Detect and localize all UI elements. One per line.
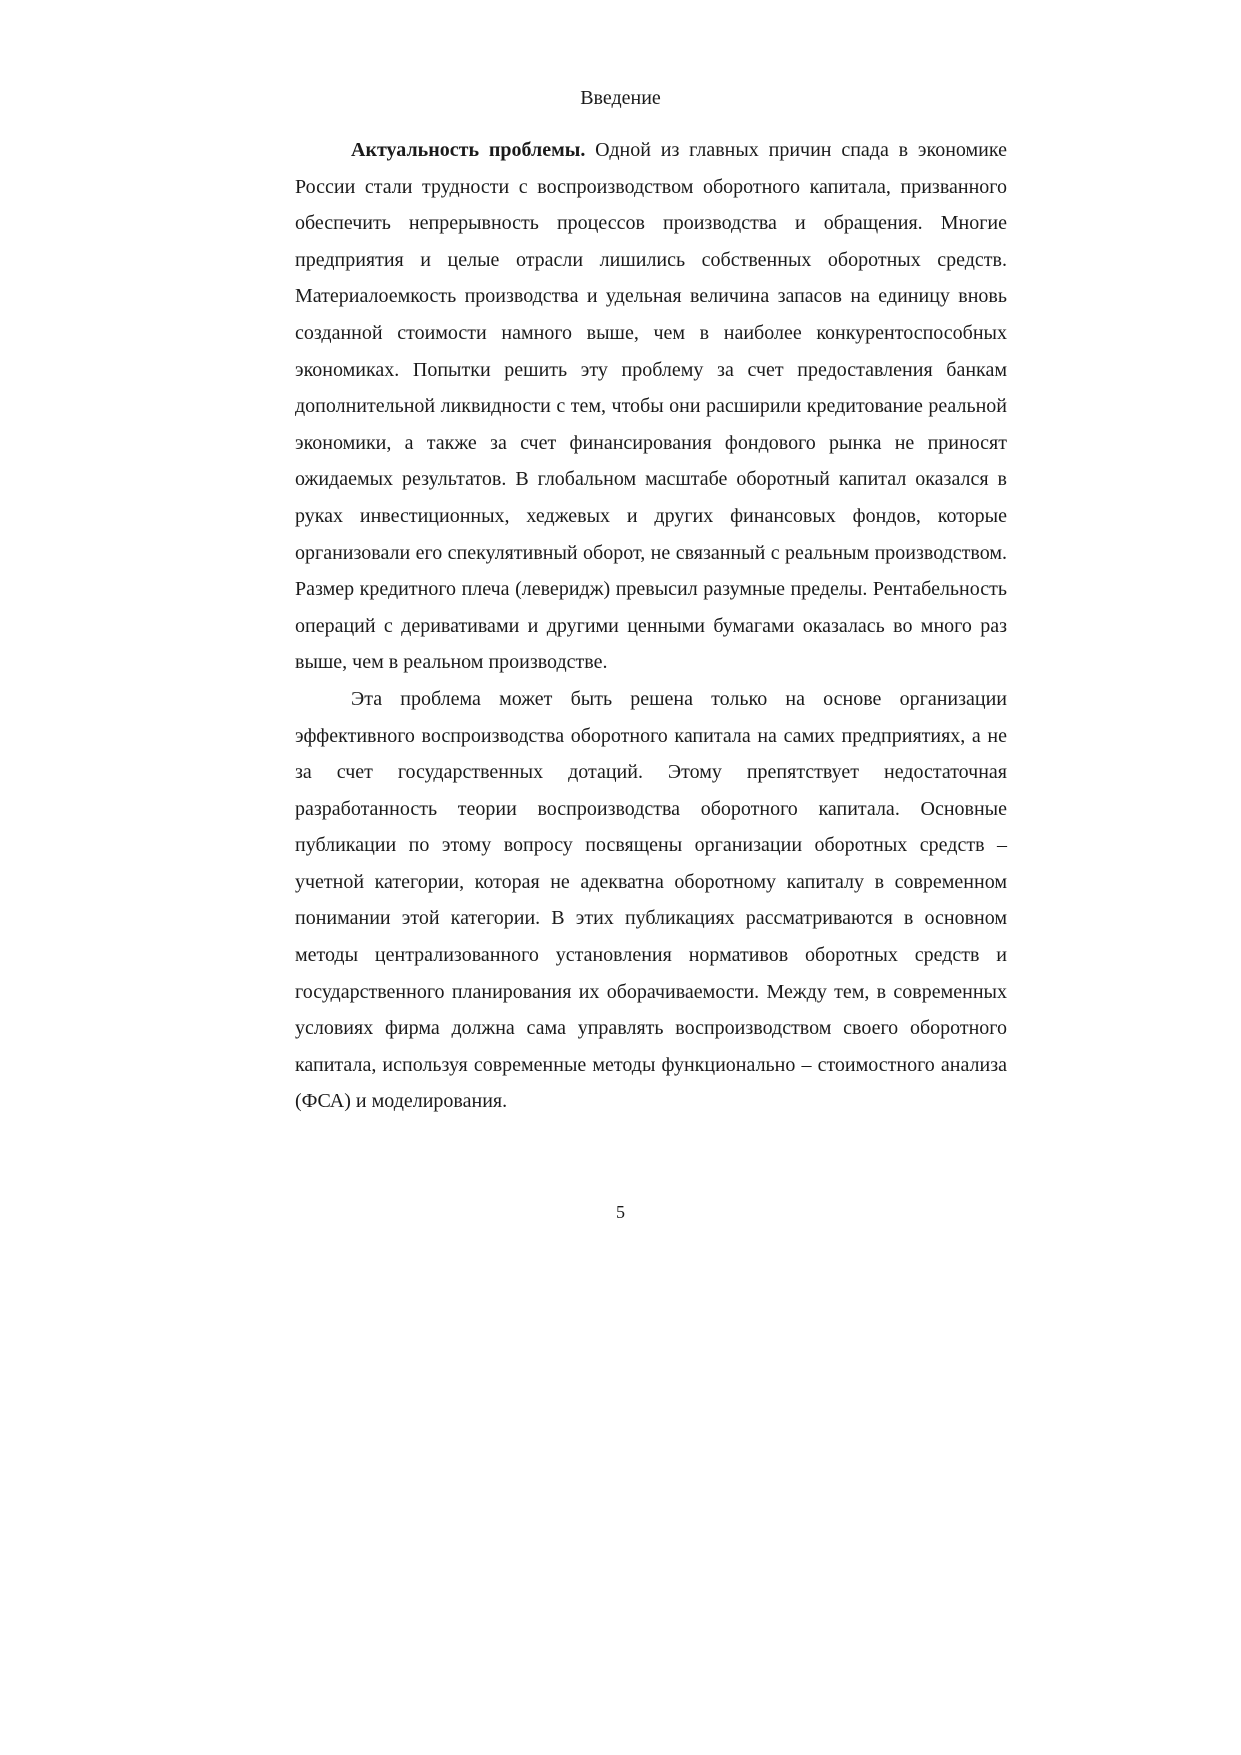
body-text <box>295 132 1007 1120</box>
paragraph-solution: Эта проблема может быть решена только на основе организации эффективного воспроизводства оборотного капитала на самих предприятиях, а не за счет государственных дотаций. Этому препятствует недостаточная разработанность теории воспроизводства оборотного капитала. Основные публикации по этому вопросу посвящены организации оборотных средств – учетной категории, которая не адекватна оборотному капиталу в современном понимании этой категории. В этих публикациях рассматриваются в основном методы централизованного установления нормативов оборотных средств и государственного планирования их оборачиваемости. Между тем, в современных условиях фирма должна сама управлять воспроизводством своего оборотного капитала, используя современные методы функционально – стоимостного анализа (ФСА) и моделирования. <box>295 687 1007 1113</box>
page-number: 5 <box>616 1202 625 1222</box>
paragraph-text: Одной из главных причин спада в экономике России стали трудности с воспроизводством оборотного капитала, призванного обеспечить непрерывность процессов производства и обращения. Многие предприятия и целые отрасли лишились собственных оборотных средств. Материалоемкость производства и удельная величина запасов на единицу вновь созданной стоимости намного выше, чем в наиболее конкурентоспособных экономиках. Попытки решить эту проблему за счет предоставления банкам дополнительной ликвидности с тем, чтобы они расширили кредитование реальной экономики, а также за счет финансирования фондового рынка не приносят ожидаемых результатов. В глобальном масштабе оборотный капитал оказался в руках инвестиционных, хеджевых и других финансовых фондов, которые организовали его спекулятивный оборот, не связанный с реальным производством. Размер кредитного плеча (леверидж) превысил разумные пределы. Рентабельность операций с деривативами и другими ценными бумагами оказалась во много раз выше, чем в реальном производстве. <box>295 139 1007 674</box>
paragraph-relevance <box>295 132 1007 681</box>
page-title: Введение <box>580 87 661 109</box>
paragraph-lead: Актуальность проблемы. <box>351 139 586 161</box>
